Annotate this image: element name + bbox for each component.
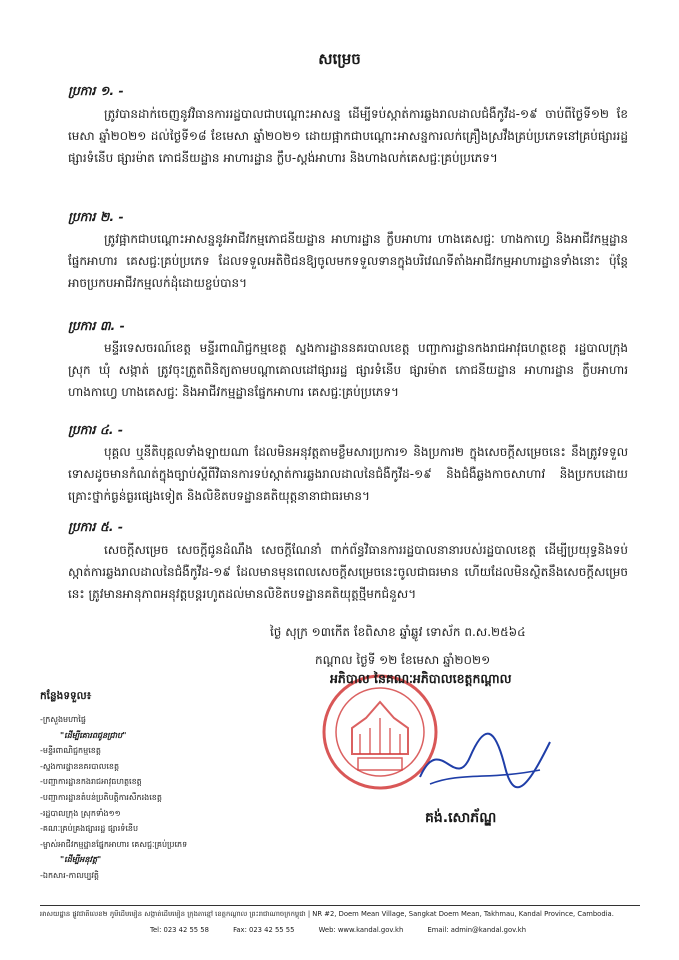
footer-web: Web: www.kandal.gov.kh [318,926,404,934]
signature-icon [410,722,560,802]
signer-title: អភិបាល នៃគណៈអភិបាលខេត្តកណ្ដាល [330,671,512,686]
footer-fax: Fax: 023 42 55 55 [233,926,295,934]
article-5-heading: ប្រការ ៥. - [68,519,124,534]
recipient-item: -រដ្ឋបាលក្រុង ស្រុកទាំង១១ [40,808,121,818]
article-3-body: មន្ទីរទេសចរណ៍ខេត្ត មន្ទីរពាណិជ្ជកម្មខេត្ត ស្នងការដ្ឋាននគរបាលខេត្ត បញ្ជាការដ្ឋានកងរាជអាវុធហត្ថខេត្ត រដ្ឋបាលក្រុង ស្រុក ឃុំ សង្កាត់ ត្រូវចុះត្រួតពិនិត្យតាមបណ្ដាគោលដៅផ្សាររដ្ឋ ផ្សារទំនើប ផ្សារម៉ាត ភោជនីយដ្ឋាន អាហារដ្ឋាន ក្លឹបអាហារ ហាងកាហ្វេ ហាងគេសជ្ជៈ និងអាជីវកម្មដ្ឋានផ្នែកអាហារ គេសជ្ជៈគ្រប់ប្រភេទ។ [68,341,628,399]
article-3-heading: ប្រការ ៣. - [68,318,125,333]
document-title: សម្រេច [318,50,361,68]
lunar-date: ថ្ងៃ សុក្រ ១៣កើត ខែពិសាខ ឆ្នាំឆ្លូវ ទោស័ក ព.ស.២៥៦៤ [270,625,526,639]
recipient-note: "ដើម្បីគោរពជូនជ្រាប" [60,730,127,740]
recipients-title: កន្លែងទទួល៖ [40,690,92,702]
footer-contacts [150,926,620,934]
recipient-item: -បញ្ជាការដ្ឋានតំបន់ប្រតិបត្តិការសឹករងខេត្ត [40,792,162,802]
recipient-item: -ស្នងការដ្ឋាននគរបាលខេត្ត [40,761,120,771]
recipient-item: -ម្ចាស់អាជីវកម្មដ្ឋានផ្នែកអាហារ គេសជ្ជៈគ្រប់ប្រភេទ [40,839,188,849]
article-1-body: ត្រូវបានដាក់ចេញនូវវិធានការរដ្ឋបាលជាបណ្ដោះអាសន្ន ដើម្បីទប់ស្កាត់ការឆ្លងរាលដាលជំងឺកូវីដ-១៩ ចាប់ពីថ្ងៃទី១២ ខែមេសា ឆ្នាំ២០២១ ដល់ថ្ងៃទី១៨ ខែមេសា ឆ្នាំ២០២១ ដោយផ្អាកជាបណ្ដោះអាសន្នការលក់គ្រឿងស្រវឹងគ្រប់ប្រភេទនៅគ្រប់ផ្សាររដ្ឋ ផ្សារទំនើប ផ្សារម៉ាត ភោជនីយដ្ឋាន អាហារដ្ឋាន ក្លឹប-ស្តង់អាហារ និងហាងលក់គេសជ្ជៈគ្រប់ប្រភេទ។ [68,107,628,165]
footer-divider [40,905,640,906]
footer-tel: Tel: 023 42 55 58 [150,926,209,934]
recipient-item: -មន្ទីរពាណិជ្ជកម្មខេត្ត [40,746,101,756]
article-5-body: សេចក្ដីសម្រេច សេចក្ដីជូនដំណឹង សេចក្ដីណែនាំ ពាក់ព័ន្ធវិធានការរដ្ឋបាលនានារបស់រដ្ឋបាលខេត្ត ដើម្បីប្រយុទ្ធនិងទប់ស្កាត់ការឆ្លងរាលដាលនៃជំងឺកូវីដ-១៩ ដែលមានមុនពេលសេចក្ដីសម្រេចនេះចូលជាធរមាន ហើយដែលមិនស្ថិតនឹងសេចក្ដីសម្រេចនេះ ត្រូវមានអានុភាពអនុវត្តបន្តរហូតដល់មានលិខិតបទដ្ឋានគតិយុត្តថ្មីមកជំនួស។ [68,543,628,601]
solar-date: កណ្ដាល ថ្ងៃទី ១២ ខែមេសា ឆ្នាំ២០២១ [315,653,491,667]
article-2-body: ត្រូវផ្អាកជាបណ្ដោះអាសន្ននូវអាជីវកម្មភោជនីយដ្ឋាន អាហារដ្ឋាន ក្លឹបអាហារ ហាងគេសជ្ជៈ ហាងកាហ្វេ និងអាជីវកម្មដ្ឋានផ្នែកអាហារ គេសជ្ជៈគ្រប់ប្រភេទ ដែលទទួលអតិថិជនឱ្យចូលមកទទួលទានក្នុងបរិវេណទីតាំងអាជីវកម្មអាហារដ្ឋានទាំងនោះ ប៉ុន្តែអាចប្រកបអាជីវកម្មលក់ដុំដោយខ្ចប់បាន។ [68,232,628,290]
article-2-heading: ប្រការ ២. - [68,209,124,224]
recipients-list [40,712,290,884]
signer-name: គង់.សោភ័ណ្ឌ [425,810,497,826]
recipient-item: -បញ្ជាការដ្ឋានកងរាជអាវុធហត្ថខេត្ត [40,777,142,787]
recipient-item: -ក្រសួងមហាផ្ទៃ [40,715,86,724]
article-4-heading: ប្រការ ៤. - [68,422,124,437]
recipient-note: "ដើម្បីអនុវត្ត" [60,855,102,865]
recipient-item: -ឯកសារ-កាលប្បវត្តិ [40,870,99,880]
article-4-body: បុគ្គល ឬនីតិបុគ្គលទាំងឡាយណា ដែលមិនអនុវត្តតាមខ្លឹមសារប្រការ១ និងប្រការ២ ក្នុងសេចក្ដីសម្រេចនេះ នឹងត្រូវទទួលទោសដូចមានកំណត់ក្នុងច្បាប់ស្ដីពីវិធានការទប់ស្កាត់ការឆ្លងរាលដាលនៃជំងឺកូវីដ-១៩ និងជំងឺឆ្លងកាចសាហាវ និងប្រកបដោយគ្រោះថ្នាក់ធ្ងន់ធ្ងរផ្សេងទៀត និងលិខិតបទដ្ឋានគតិយុត្តនានាជាធរមាន។ [68,445,628,503]
footer-email: Email: admin@kandal.gov.kh [427,926,527,934]
article-1-heading: ប្រការ ១. - [68,83,124,98]
recipient-item: -គណៈគ្រប់គ្រងផ្សាររដ្ឋ ផ្សារទំនើប [40,824,139,834]
footer-address: អាសយដ្ឋាន ផ្លូវជាតិលេខ២ ភូមិដើមមៀន សង្កាត់ដើមមៀន ក្រុងតាខ្មៅ ខេត្តកណ្ដាល ព្រះរាជាណាចក្រកម្ពុជា | NR #2, Doem Mean Village, Sangkat Doem Mean, Takhmau, Kandal Province, Cambodia. [40,910,614,918]
